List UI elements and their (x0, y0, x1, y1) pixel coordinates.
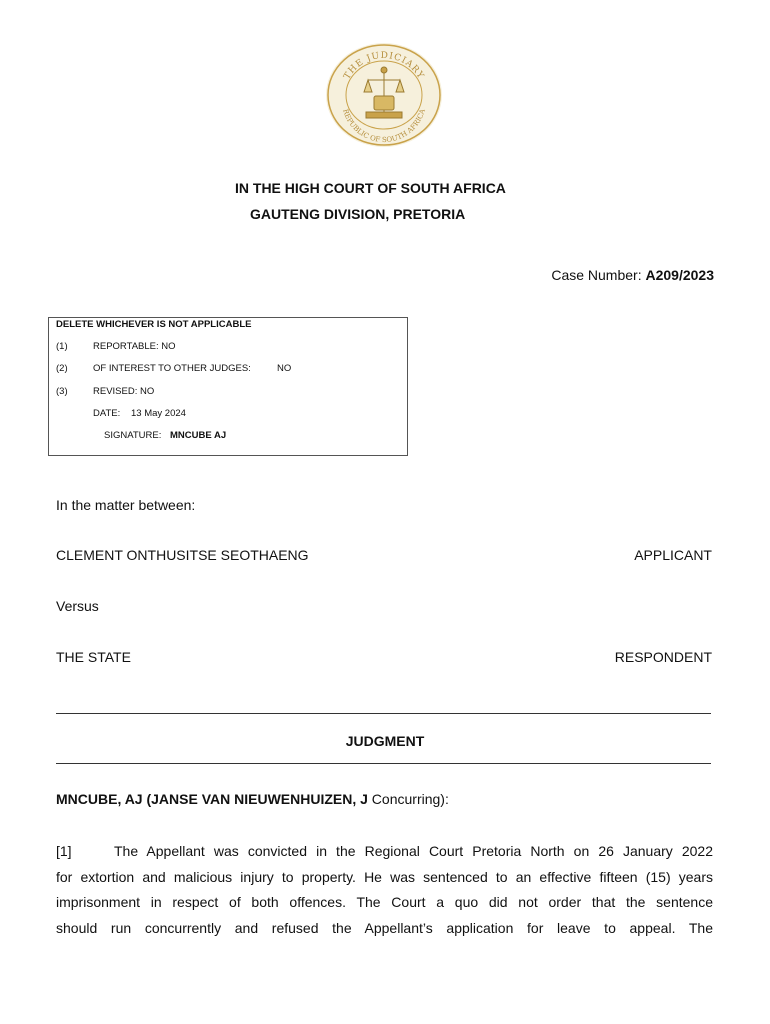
date-value: 13 May 2024 (131, 408, 186, 419)
item-2-text: OF INTEREST TO OTHER JUDGES: (93, 363, 251, 374)
judges-concurring: Concurring): (367, 791, 449, 807)
paragraph-1-line: should run concurrently and refused the Appellant’s application for leave to appeal. The (56, 919, 713, 936)
matter-intro: In the matter between: (56, 497, 196, 513)
item-2-number: (2) (56, 363, 68, 374)
court-name-line2: GAUTENG DIVISION, PRETORIA (250, 206, 466, 222)
judgment-heading: JUDGMENT (345, 733, 425, 749)
item-3-number: (3) (56, 386, 68, 397)
respondent-role: RESPONDENT (614, 649, 712, 665)
signature-value: MNCUBE AJ (170, 430, 227, 441)
item-1-text: REPORTABLE: NO (93, 341, 176, 352)
respondent-name: THE STATE (56, 649, 131, 665)
box-title: DELETE WHICHEVER IS NOT APPLICABLE (56, 319, 252, 330)
paragraph-1-number: [1] (56, 843, 72, 859)
judiciary-seal (322, 40, 446, 150)
paragraph-1-line: for extortion and malicious injury to property. He was sentenced to an effective fifteen (15) years (56, 868, 713, 885)
applicant-role: APPLICANT (634, 547, 712, 563)
divider-bottom (56, 763, 711, 764)
seal-top-text: THE JUDICIARY (342, 50, 426, 82)
item-3-text: REVISED: NO (93, 386, 155, 397)
versus-label: Versus (56, 598, 99, 614)
applicant-name: CLEMENT ONTHUSITSE SEOTHAENG (56, 547, 309, 563)
applicability-box (48, 317, 408, 456)
date-label: DATE: (93, 408, 121, 419)
paragraph-1 (56, 839, 713, 941)
divider-top (56, 713, 711, 714)
case-number-label: Case Number: (551, 267, 646, 283)
case-number-line (551, 267, 714, 283)
judges-names: MNCUBE, AJ (JANSE VAN NIEUWENHUIZEN, J (56, 791, 368, 807)
item-1-number: (1) (56, 341, 68, 352)
court-name-line1: IN THE HIGH COURT OF SOUTH AFRICA (235, 180, 506, 196)
paragraph-1-line: imprisonment in respect of both offences. The Court a quo did not order that the sentence (56, 894, 713, 910)
judges-line (56, 791, 449, 807)
seal-bottom-text: REPUBLIC OF SOUTH AFRICA (341, 108, 427, 145)
signature-label: SIGNATURE: (104, 430, 162, 441)
case-number: A209/2023 (645, 267, 714, 283)
item-2-value: NO (277, 363, 292, 374)
paragraph-1-line: [1] The Appellant was convicted in the Regional Court Pretoria North on 26 January 2022 (56, 839, 713, 865)
